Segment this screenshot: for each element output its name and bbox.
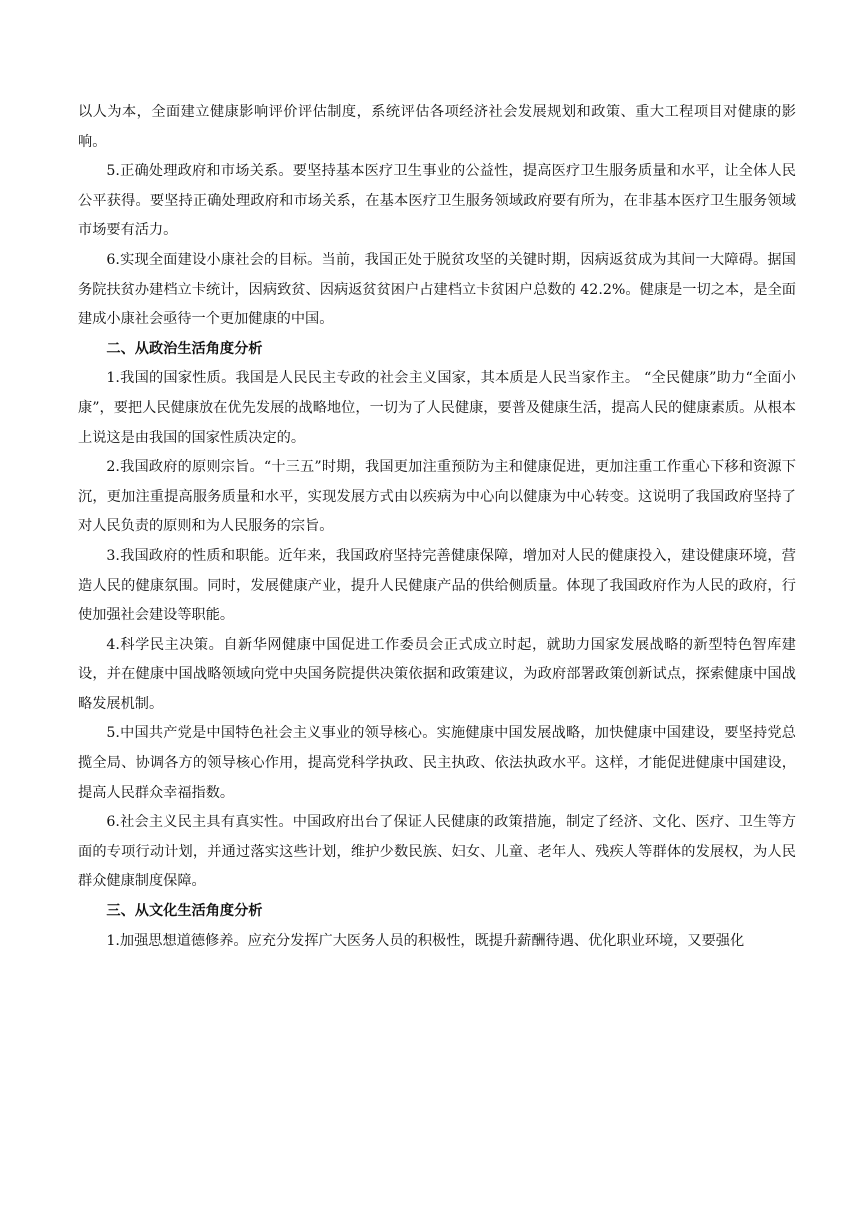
paragraph-6: 3.我国政府的性质和职能。近年来，我国政府坚持完善健康保障，增加对人民的健康投入，建设健康环境，营造人民的健康氛围。同时，发展健康产业，提升人民健康产品的供给侧质量。体现了我国政府作为人民的政府，行使加强社会建设等职能。 xyxy=(78,547,796,624)
section-heading-cultural: 三、从文化生活角度分析 xyxy=(106,903,263,920)
paragraph-8: 5.中国共产党是中国特色社会主义事业的领导核心。实施健康中国发展战略，加快健康中国建设，要坚持党总揽全局、协调各方的领导核心作用，提高党科学执政、民主执政、依法执政水平。这样，才能促进健康中国建设，提高人民群众幸福指数。 xyxy=(78,725,796,801)
paragraph-9: 6.社会主义民主具有真实性。中国政府出台了保证人民健康的政策措施，制定了经济、文化、医疗、卫生等方面的专项行动计划，并通过落实这些计划，维护少数民族、妇女、儿童、老年人、残疾人等群体的发展权，为人民群众健康制度保障。 xyxy=(78,814,796,890)
paragraph-2: 5.正确处理政府和市场关系。要坚持基本医疗卫生事业的公益性，提高医疗卫生服务质量和水平，让全体人民公平获得。要坚持正确处理政府和市场关系，在基本医疗卫生服务领域政府要有所为，在非基本医疗卫生服务领域市场要有活力。 xyxy=(78,163,796,239)
paragraph-7: 4.科学民主决策。自新华网健康中国促进工作委员会正式成立时起，就助力国家发展战略的新型特色智库建设，并在健康中国战略领域向党中央国务院提供决策依据和政策建议，为政府部署政策创新试点，探索健康中国战略发展机制。 xyxy=(78,636,796,712)
paragraph-3: 6.实现全面建设小康社会的目标。当前，我国正处于脱贫攻坚的关键时期，因病返贫成为其间一大障碍。据国务院扶贫办建档立卡统计，因病致贫、因病返贫贫困户占建档立卡贫困户总数的 42.2%。健康是一切之本，是全面建成小康社会亟待一个更加健康的中国。 xyxy=(78,251,796,328)
paragraph-10: 1.加强思想道德修养。应充分发挥广大医务人员的积极性，既提升薪酬待遇、优化职业环境，又要强化 xyxy=(106,932,745,949)
paragraph-1: 以人为本，全面建立健康影响评价评估制度，系统评估各项经济社会发展规划和政策、重大工程项目对健康的影响。 xyxy=(78,104,796,150)
paragraph-5: 2.我国政府的原则宗旨。“十三五”时期，我国更加注重预防为主和健康促进，更加注重工作重心下移和资源下沉，更加注重提高服务质量和水平，实现发展方式由以疾病为中心向以健康为中心转变。这说明了我国政府坚持了对人民负责的原则和为人民服务的宗旨。 xyxy=(78,459,796,535)
paragraph-4: 1.我国的国家性质。我国是人民民主专政的社会主义国家，其本质是人民当家作主。 “全民健康”助力“全面小康”，要把人民健康放在优先发展的战略地位，一切为了人民健康，要普及健康生活，提高人民的健康素质。从根本上说这是由我国的国家性质决定的。 xyxy=(78,370,796,446)
section-heading-political: 二、从政治生活角度分析 xyxy=(106,340,263,357)
document-page xyxy=(78,98,796,956)
